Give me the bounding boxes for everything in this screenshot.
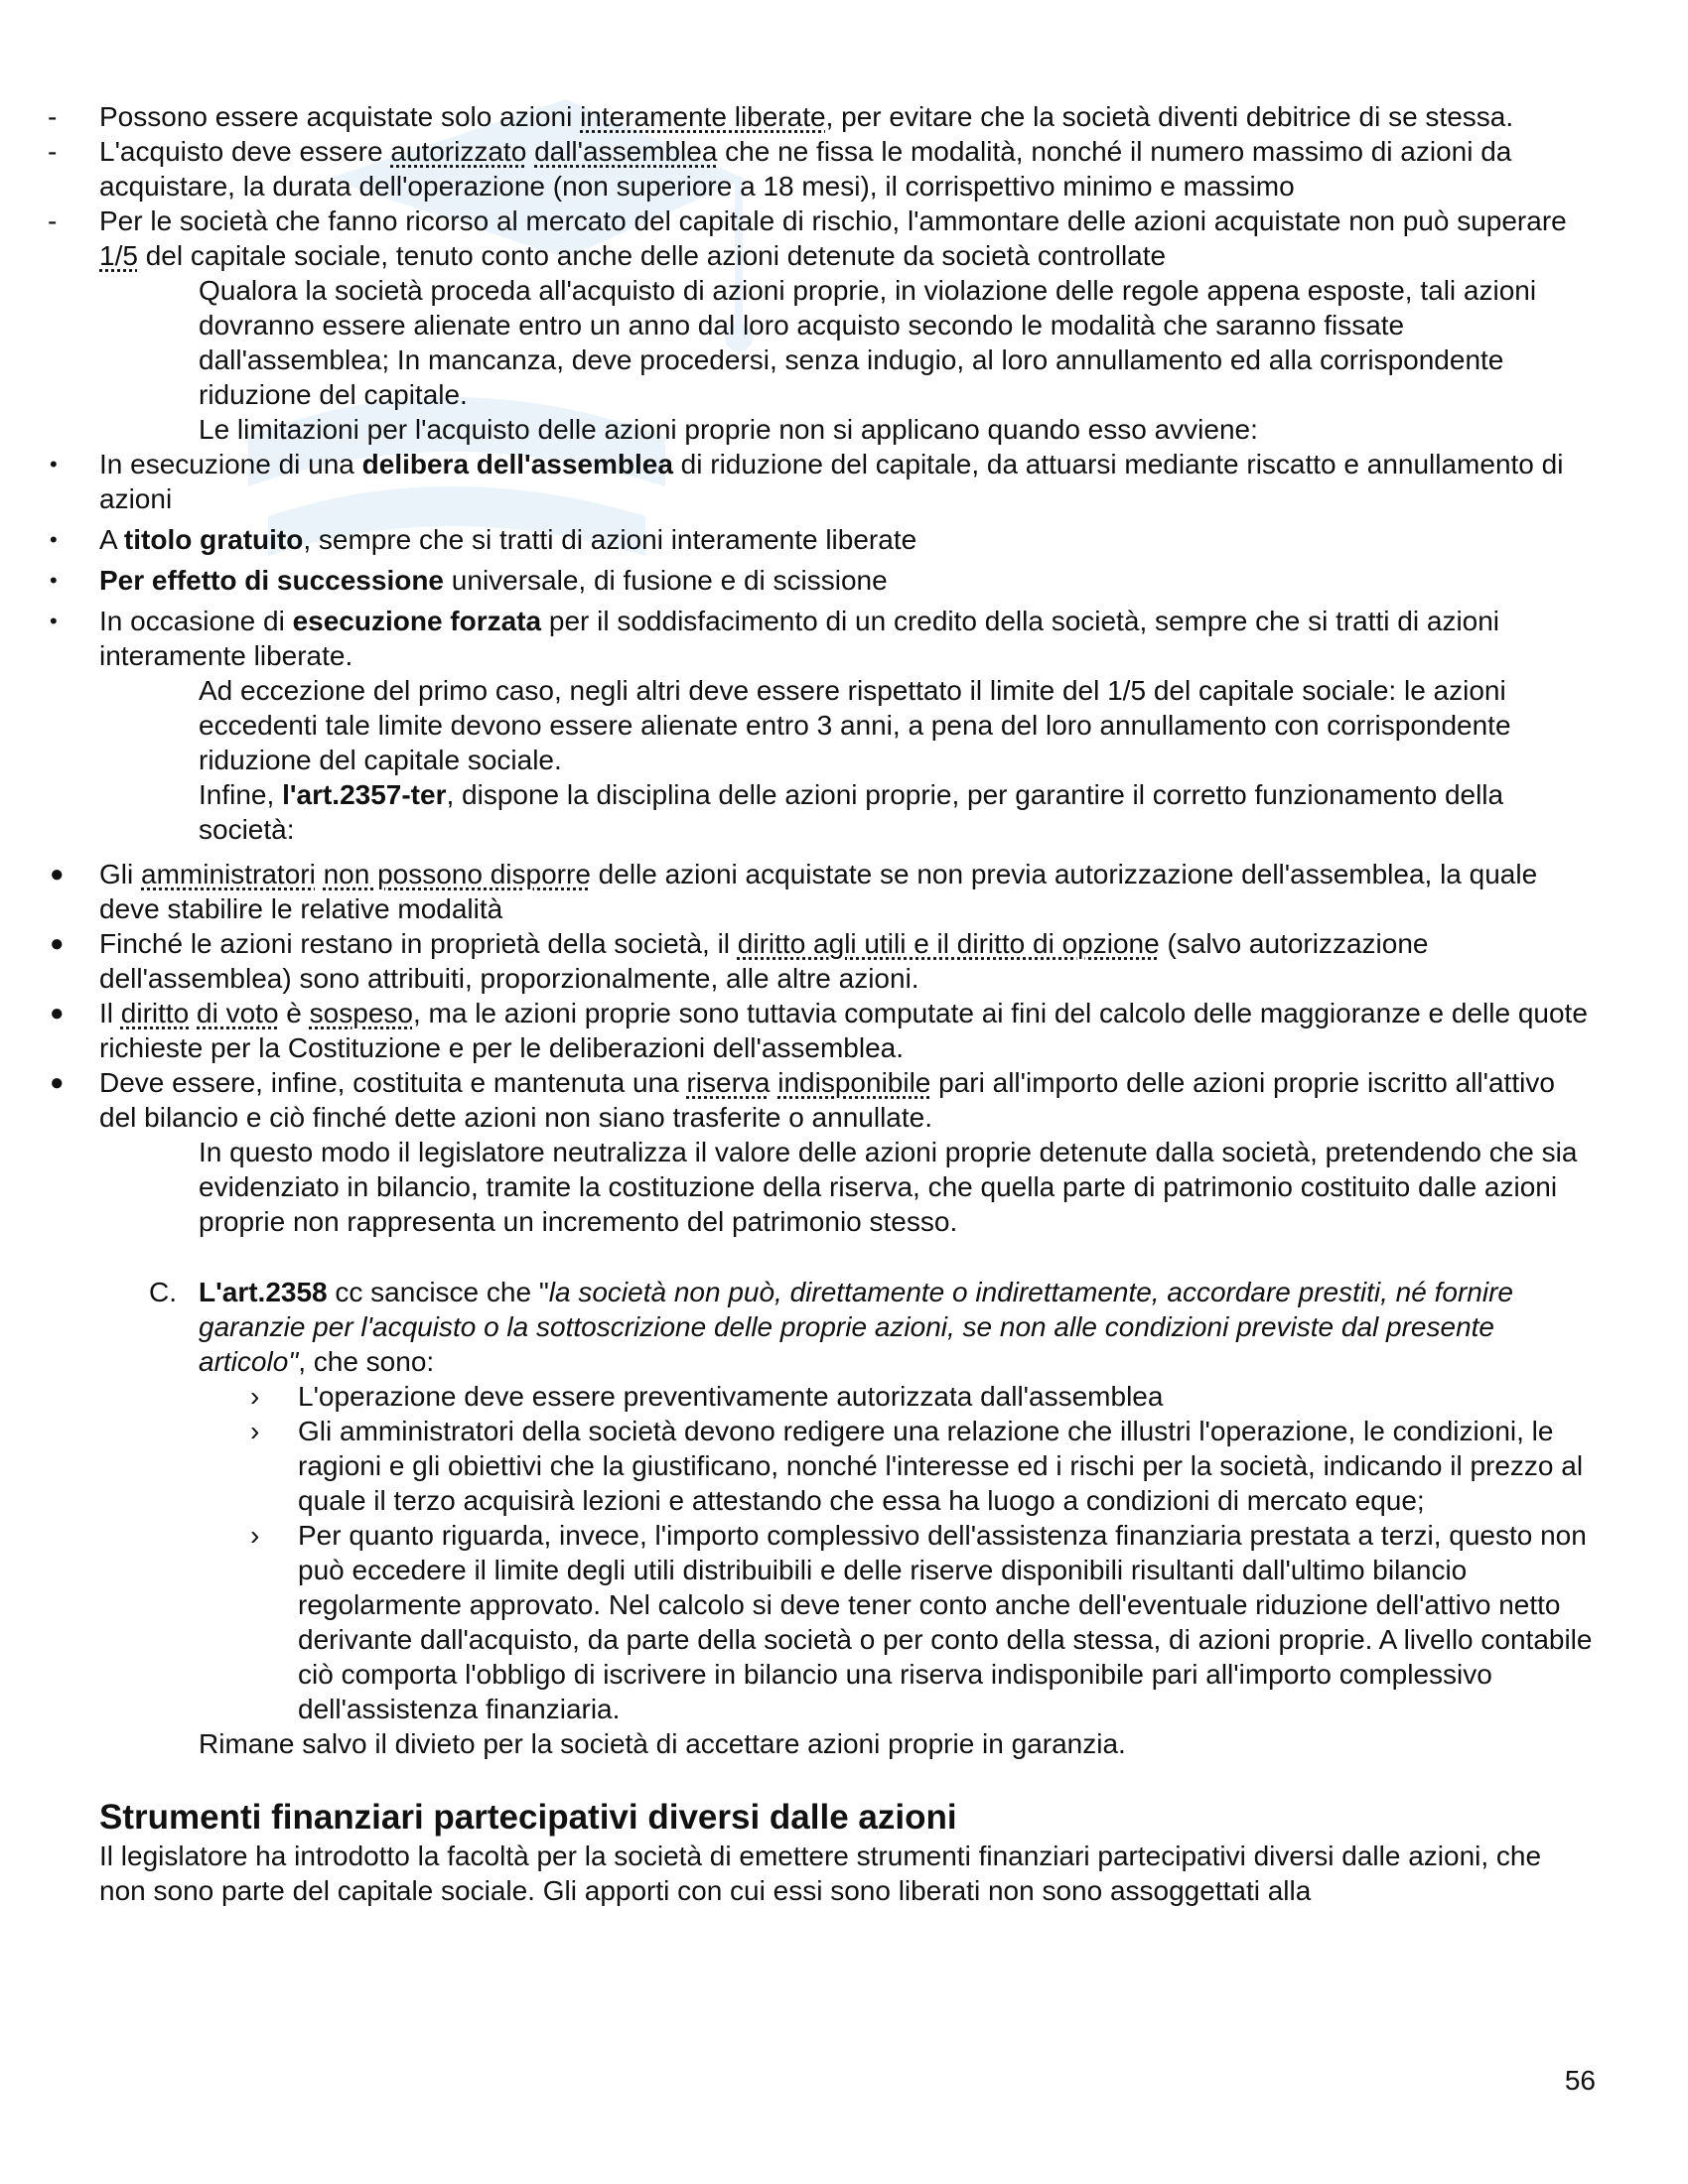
paragraph: In questo modo il legislatore neutralizza il valore delle azioni proprie detenute dalla società, pretendendo che sia evidenziato in bilancio, tramite la costituzione della riserva, che quella parte di patrimonio costituito dalle azioni proprie non rappresenta un incremento del patrimonio stesso. xyxy=(199,1137,1578,1237)
dash-marker: - xyxy=(48,205,58,236)
page-number: 56 xyxy=(1564,2065,1596,2096)
list-item: • Per effetto di successione universale, di fusione e di scissione xyxy=(50,565,888,596)
bullet-marker: • xyxy=(50,568,58,593)
circle-marker: ● xyxy=(50,1000,65,1026)
paragraph: Qualora la società proceda all'acquisto di azioni proprie, in violazione delle regole appena esposte, tali azioni dovranno essere alienate entro un anno dal loro acquisto secondo le modalità che saranno fissate dall'assemblea; In mancanza, deve procedersi, senza indugio, al loro annullamento ed alla corrispondente riduzione del capitale. xyxy=(199,275,1537,410)
list-item: • A titolo gratuito, sempre che si tratti di azioni interamente liberate xyxy=(50,524,917,555)
circle-marker: ● xyxy=(50,861,65,887)
list-item: ● Deve essere, infine, costituita e mantenuta una riserva indisponibile pari all'importo delle azioni proprie iscritto all'attivo del bilancio e ciò finché dette azioni non siano trasferite o annullate. xyxy=(50,1067,1555,1133)
list-item: ● Gli amministratori non possono disporre delle azioni acquistate se non previa autorizzazione dell'assemblea, la quale deve stabilire le relative modalità xyxy=(50,859,1538,924)
dash-marker: - xyxy=(48,136,58,167)
section-c: C. L'art.2358 cc sancisce che "la società non può, direttamente o indirettamente, accordare prestiti, né fornire garanzie per l'acquisto o la sottoscrizione delle proprie azioni, se non alle condizioni previste dal presente articolo", che sono: xyxy=(149,1277,1513,1377)
list-item: • In esecuzione di una delibera dell'assemblea di riduzione del capitale, da attuarsi mediante riscatto e annullamento di azioni xyxy=(50,449,1564,514)
section-marker: C. xyxy=(149,1277,177,1307)
list-item: • In occasione di esecuzione forzata per il soddisfacimento di un credito della società, sempre che si tratti di azioni interamente liberate. xyxy=(50,606,1500,671)
paragraph: Rimane salvo il divieto per la società di accettare azioni proprie in garanzia. xyxy=(199,1728,1126,1759)
list-item: ● Il diritto di voto è sospeso, ma le azioni proprie sono tuttavia computate ai fini del calcolo delle maggioranze e delle quote richieste per la Costituzione e per le deliberazioni dell'assemblea. xyxy=(50,998,1588,1063)
arrow-marker: › xyxy=(250,1381,260,1412)
paragraph: Ad eccezione del primo caso, negli altri deve essere rispettato il limite del 1/5 del capitale sociale: le azioni eccedenti tale limite devono essere alienate entro 3 anni, a pena del loro annullamento con corrispondente riduzione del capitale sociale. xyxy=(199,675,1511,775)
list-item: - L'acquisto deve essere autorizzato dall'assemblea che ne fissa le modalità, nonché il numero massimo di azioni da acquistare, la durata dell'operazione (non superiore a 18 mesi), il corrispettivo minimo e massimo xyxy=(48,136,1512,202)
list-item: - Per le società che fanno ricorso al mercato del capitale di rischio, l'ammontare delle azioni acquistate non può superare 1/5 del capitale sociale, tenuto conto anche delle azioni detenute da società controllate xyxy=(48,205,1567,271)
paragraph: Le limitazioni per l'acquisto delle azioni proprie non si applicano quando esso avviene: xyxy=(199,414,1258,445)
arrow-marker: › xyxy=(250,1416,260,1446)
arrow-marker: › xyxy=(250,1520,260,1551)
list-item: › L'operazione deve essere preventivamente autorizzata dall'assemblea xyxy=(250,1381,1164,1412)
bullet-marker: • xyxy=(50,609,58,633)
paragraph: Il legislatore ha introdotto la facoltà per la società di emettere strumenti finanziari partecipativi diversi dalle azioni, che non sono parte del capitale sociale. Gli apporti con cui essi sono liberati non sono assoggettati alla xyxy=(99,1841,1542,1906)
list-item: › Per quanto riguarda, invece, l'importo complessivo dell'assistenza finanziaria prestata a terzi, questo non può eccedere il limite degli utili distribuibili e delle riserve disponibili risultanti dall'ultimo bilancio regolarmente approvato. Nel calcolo si deve tener conto anche dell'eventuale riduzione dell'attivo netto derivante dall'acquisto, da parte della società o per conto della stessa, di azioni proprie. A livello contabile ciò comporta l'obbligo di iscrivere in bilancio una riserva indisponibile pari all'importo complessivo dell'assistenza finanziaria. xyxy=(250,1520,1593,1724)
document-page xyxy=(0,99,1688,1908)
list-item: ● Finché le azioni restano in proprietà della società, il diritto agli utili e il diritto di opzione (salvo autorizzazione dell'assemblea) sono attribuiti, proporzionalmente, alle altre azioni. xyxy=(50,928,1429,994)
list-item: › Gli amministratori della società devono redigere una relazione che illustri l'operazione, le condizioni, le ragioni e gli obiettivi che la giustificano, nonché l'interesse ed i rischi per la società, indicando il prezzo al quale il terzo acquisirà lezioni e attestando che essa ha luogo a condizioni di mercato eque; xyxy=(250,1416,1584,1516)
bullet-marker: • xyxy=(50,452,58,477)
paragraph: Infine, l'art.2357-ter, dispone la disciplina delle azioni proprie, per garantire il corretto funzionamento della società: xyxy=(199,779,1504,845)
circle-marker: ● xyxy=(50,1069,65,1096)
list-item: - Possono essere acquistate solo azioni interamente liberate, per evitare che la società diventi debitrice di se stessa. xyxy=(48,101,1514,132)
bullet-marker: • xyxy=(50,527,58,552)
circle-marker: ● xyxy=(50,930,65,957)
section-heading: Strumenti finanziari partecipativi diversi dalle azioni xyxy=(99,1798,957,1837)
dash-marker: - xyxy=(48,101,58,132)
